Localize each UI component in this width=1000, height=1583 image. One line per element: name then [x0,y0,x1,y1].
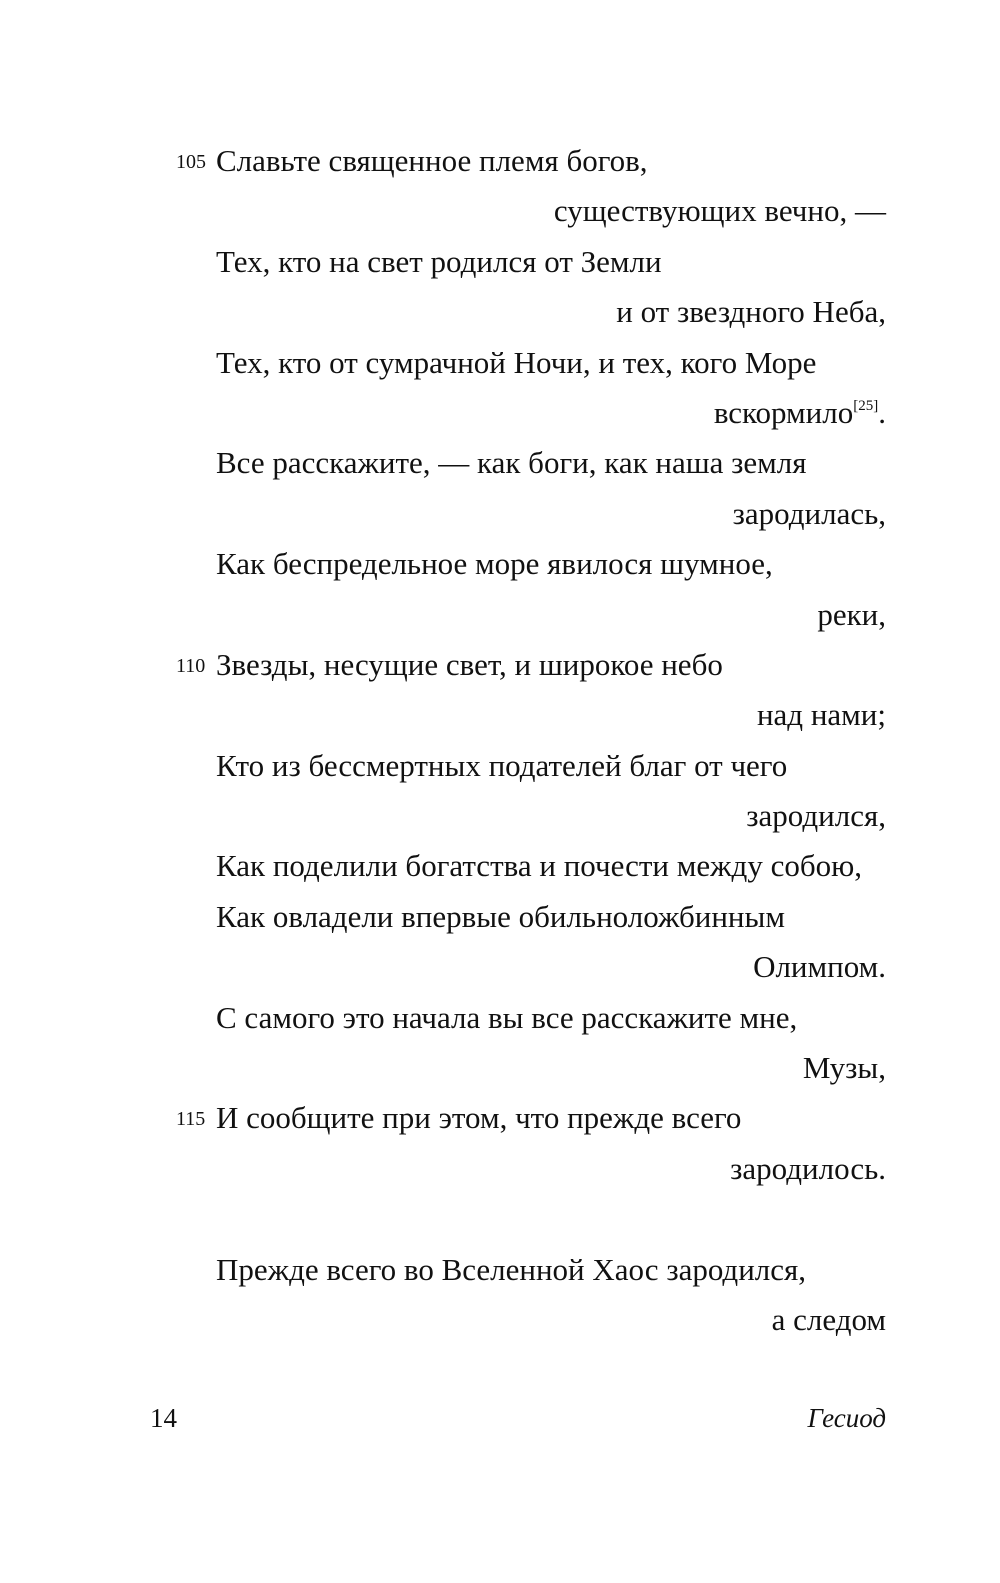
verse-text: И сообщите при этом, что прежде всего [216,1100,742,1136]
verse-line: Все расскажите, — как боги, как наша земля [216,445,807,481]
verse-line-continuation: реки, [817,596,886,632]
verse-line: Как беспредельное море явилося шумное, [216,546,773,582]
verse-line [176,136,886,186]
verse-line-continuation: зародилось. [730,1150,886,1186]
verse-text: Звезды, несущие свет, и широкое небо [216,646,723,682]
verse-line-continuation: а следом [771,1301,886,1337]
verse-line: Тех, кто от сумрачной Ночи, и тех, кого Море [216,344,817,380]
page-number: 14 [150,1403,177,1433]
verse-line: Как поделили богатства и почести между собою, [216,848,863,884]
line-number: 110 [176,654,206,677]
verse-line-continuation: Олимпом. [753,949,886,985]
verse-line: Кто из бессмертных подателей благ от чего [216,747,788,783]
stanza-break [216,1194,886,1244]
line-number: 115 [176,1108,206,1131]
verse-line-continuation: над нами; [756,697,886,733]
verse-line-continuation: существующих вечно, — [553,193,886,229]
verse-line-continuation: Музы, [802,1050,886,1086]
verse-line [176,1093,886,1143]
verse-text: вскормило [713,394,854,430]
verse-line: Как овладели впервые обильноложбинным [216,898,785,934]
poem-text [176,136,886,1345]
verse-line: Тех, кто на свет родился от Земли [216,243,662,279]
footnote-reference[interactable]: [25] [853,397,879,414]
verse-line-continuation [216,388,886,438]
line-number: 105 [176,151,206,173]
verse-line-continuation: и от звездного Неба, [616,294,886,330]
running-author: Гесиод [807,1403,886,1433]
verse-line-continuation: зародился, [746,798,886,834]
verse-punctuation: . [878,394,886,430]
verse-line [176,640,886,690]
verse-line: С самого это начала вы все расскажите мне, [216,999,798,1035]
verse-text: Славьте священное племя богов, [216,143,648,178]
verse-line: Прежде всего во Вселенной Хаос зародился, [216,1251,807,1287]
verse-line-continuation: зародилась, [732,495,886,531]
